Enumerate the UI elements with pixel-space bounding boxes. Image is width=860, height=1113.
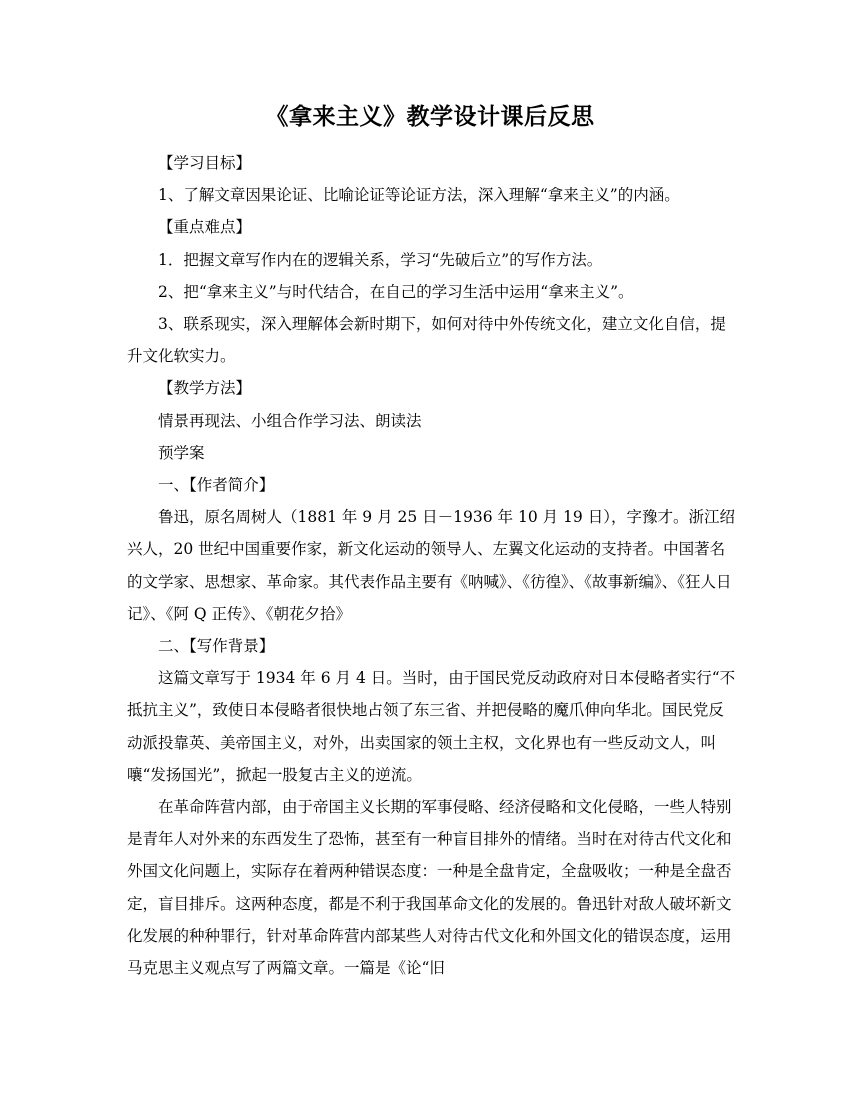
key-difficulty-item-3: 3、联系现实，深入理解体会新时期下，如何对待中外传统文化，建立文化自信，提升文化软实力。 [127,315,726,366]
section-heading-key-difficulties: 【重点难点】 [158,218,252,237]
section-heading-author-intro: 一、【作者简介】 [158,476,275,495]
section-heading-learning-goals: 【学习目标】 [158,154,252,172]
background-paragraph-1: 这篇文章写于 1934 年 6 月 4 日。当时，由于国民党反动政府对日本侵略者实行“不抵抗主义”，致使日本侵略者很快地占领了东三省、并把侵略的魔爪伸向华北。国民党反动派投靠英、美帝国主义，对外，出卖国家的领土主权，文化界也有一些反动文人，叫嚷“发扬国光”，掀起一股复古主义的逆流。 [127,669,736,784]
section-heading-teaching-methods: 【教学方法】 [158,379,252,398]
key-difficulty-item-2: 2、把“拿来主义”与时代结合，在自己的学习生活中运用“拿来主义”。 [158,282,634,301]
document-title: 《拿来主义》教学设计课后反思 [265,104,595,130]
learning-goal-item: 1、了解文章因果论证、比喻论证等论证方法，深入理解“拿来主义”的内涵。 [158,186,680,205]
author-intro-paragraph: 鲁迅，原名周树人（1881 年 9 月 25 日－1936 年 10 月 19 日），字豫才。浙江绍兴人，20 世纪中国重要作家，新文化运动的领导人、左翼文化运动的支持者。中国著名的文学家、思想家、革命家。其代表作品主要有《呐喊》、《彷徨》、《故事新编》、《狂人日记》、《阿 Q 正传》、《朝花夕拾》 [127,508,735,623]
background-paragraph-2: 在革命阵营内部，由于帝国主义长期的军事侵略、经济侵略和文化侵略，一些人特别是青年人对外来的东西发生了恐怖，甚至有一种盲目排外的情绪。当时在对待古代文化和外国文化问题上，实际存在着两种错误态度：一种是全盘肯定，全盘吸收；一种是全盘否定，盲目排斥。这两种态度，都是不利于我国革命文化的发展的。鲁迅针对敌人破坏新文化发展的种种罪行，针对革命阵营内部某些人对待古代文化和外国文化的错误态度，运用马克思主义观点写了两篇文章。一篇是《论“旧 [127,798,732,978]
document-body [127,147,737,984]
section-heading-writing-background: 二、【写作背景】 [158,637,275,656]
preview-plan-heading: 预学案 [158,443,205,462]
key-difficulty-item-1: 1．把握文章写作内在的逻辑关系，学习“先破后立”的写作方法。 [158,250,603,269]
teaching-methods-text: 情景再现法、小组合作学习法、朗读法 [158,411,422,430]
